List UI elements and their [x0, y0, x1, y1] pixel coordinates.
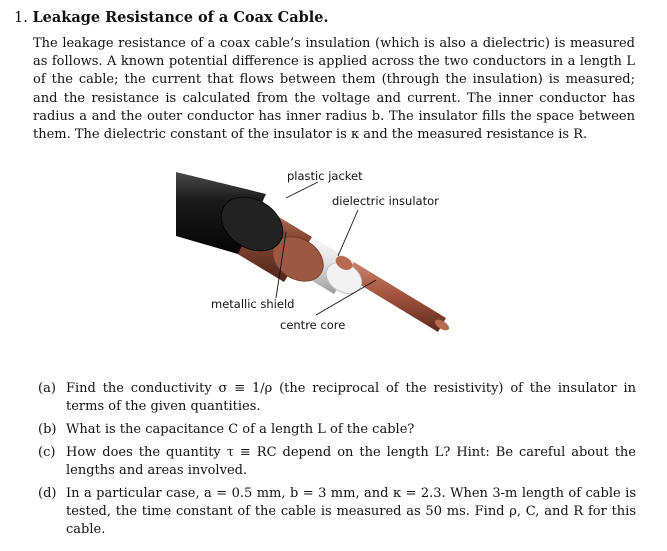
insulator-leader-line: [338, 210, 358, 256]
problem-number: 1.: [14, 10, 28, 26]
problem-intro: The leakage resistance of a coax cable’s insulation (which is also a dielectric) is measured as follows. A known potential difference is applied across the two conductors in a length L of the cable; the current that flows between them (through the insulation) is measured; and the resistance is calculated from the voltage and current. The inner conductor has radius a and the outer conductor has inner radius b. The insulator fills the space between them. The dielectric constant of the insulator is κ and the measured resistance is R.: [33, 36, 635, 143]
problem-part-c: [38, 444, 636, 480]
problem-part-d: [38, 485, 636, 539]
part-label: (b): [38, 422, 57, 437]
problem-part-b: [38, 421, 636, 439]
problem-parts-list: [38, 380, 636, 544]
label-dielectric-insulator: dielectric insulator: [332, 194, 439, 208]
part-text: What is the capacitance C of a length L of the cable?: [66, 422, 415, 437]
jacket-leader-line: [286, 182, 318, 198]
part-label: (d): [38, 486, 57, 501]
part-label: (a): [38, 381, 56, 396]
problem-title: [14, 9, 329, 26]
label-plastic-jacket: plastic jacket: [287, 169, 363, 183]
part-text: Find the conductivity σ ≡ 1/ρ (the reciprocal of the resistivity) of the insulator in terms of the given quantities.: [66, 381, 636, 414]
problem-part-a: [38, 380, 636, 416]
label-metallic-shield: metallic shield: [211, 297, 295, 311]
problem-title-text: Leakage Resistance of a Coax Cable.: [32, 9, 329, 26]
label-centre-core: centre core: [280, 318, 346, 332]
part-text: How does the quantity τ ≡ RC depend on the length L? Hint: Be careful about the lengths and areas involved.: [66, 445, 636, 478]
part-text: In a particular case, a = 0.5 mm, b = 3 mm, and κ = 2.3. When 3-m length of cable is tested, the time constant of the cable is measured as 50 ms. Find ρ, C, and R for this cable.: [66, 486, 636, 537]
part-label: (c): [38, 445, 56, 460]
